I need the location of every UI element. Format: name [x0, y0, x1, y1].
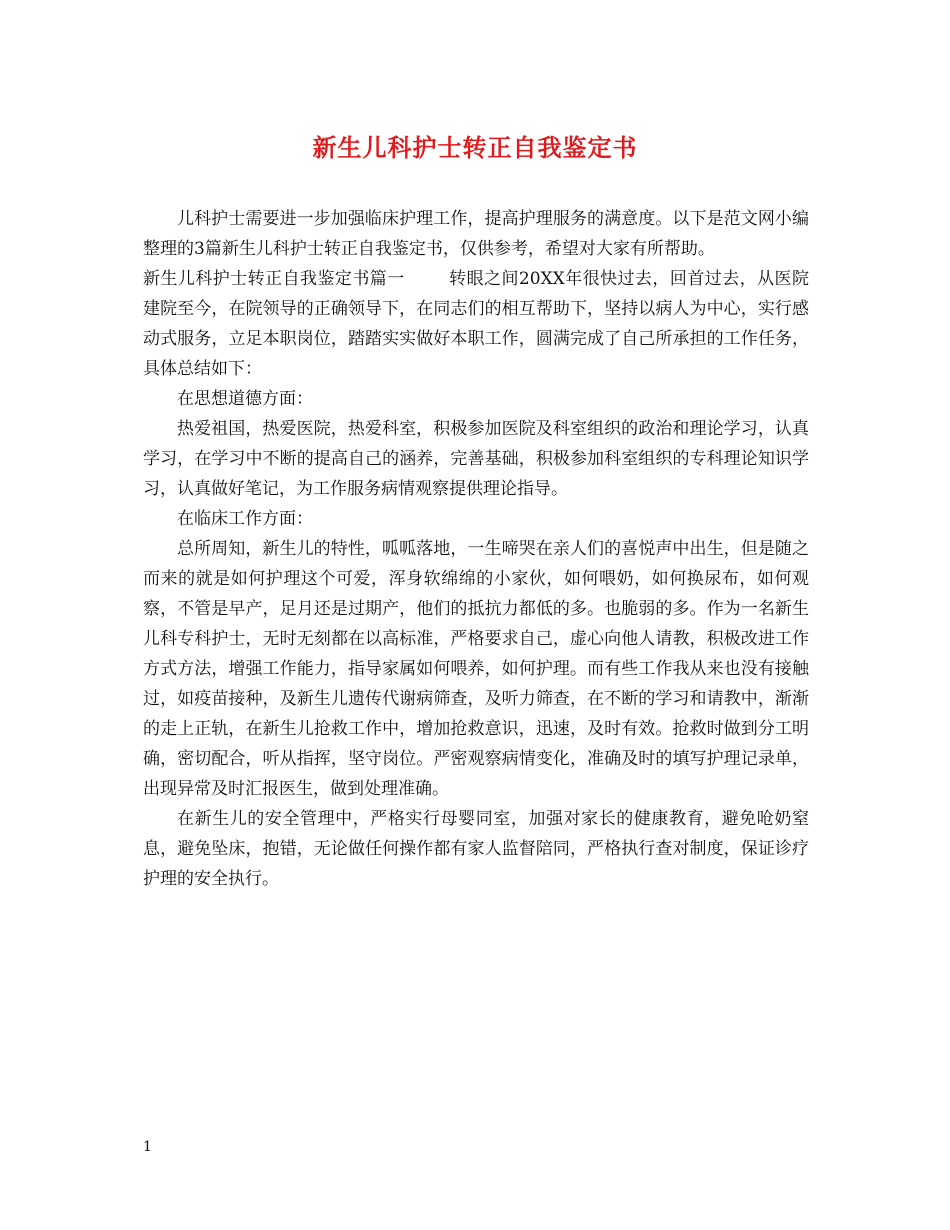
paragraph-safety: 在新生儿的安全管理中，严格实行母婴同室，加强对家长的健康教育，避免呛奶窒息，避免坠床，抱错，无论做任何操作都有家人监督陪同，严格执行查对制度，保证诊疗护理的安全执行。 [143, 809, 809, 889]
heading-ideology: 在思想道德方面： [177, 389, 313, 409]
page-number: 1 [143, 1139, 152, 1155]
document-body [143, 204, 809, 894]
section-heading: 新生儿科护士转正自我鉴定书篇一 [143, 269, 405, 289]
document-title: 新生儿科护士转正自我鉴定书 [312, 133, 638, 162]
section-paragraph [143, 264, 809, 384]
paragraph-ideology: 热爱祖国，热爱医院，热爱科室，积极参加医院及科室组织的政治和理论学习，认真学习，在学习中不断的提高自己的涵养，完善基础，积极参加科室组织的专科理论知识学习，认真做好笔记，为工作服务病情观察提供理论指导。 [143, 419, 809, 499]
paragraph-clinical: 总所周知，新生儿的特性，呱呱落地，一生啼哭在亲人们的喜悦声中出生，但是随之而来的就是如何护理这个可爱，浑身软绵绵的小家伙，如何喂奶，如何换尿布，如何观察，不管是早产，足月还是过期产，他们的抵抗力都低的多。也脆弱的多。作为一名新生儿科专科护士，无时无刻都在以高标准，严格要求自己，虚心向他人请教，积极改进工作方式方法，增强工作能力，指导家属如何喂养，如何护理。而有些工作我从来也没有接触过，如疫苗接种，及新生儿遗传代谢病筛查，及听力筛查，在不断的学习和请教中，渐渐的走上正轨，在新生儿抢救工作中，增加抢救意识，迅速，及时有效。抢救时做到分工明确，密切配合，听从指挥，坚守岗位。严密观察病情变化，准确及时的填写护理记录单，出现异常及时汇报医生，做到处理准确。 [143, 539, 809, 799]
heading-clinical: 在临床工作方面： [177, 509, 313, 529]
section-intro: 转眼之间20XX年很快过去，回首过去，从医院建院至今，在院领导的正确领导下，在同志们的相互帮助下，坚持以病人为中心，实行感动式服务，立足本职岗位，踏踏实实做好本职工作，圆满完成了自己所承担的工作任务，具体总结如下： [143, 269, 809, 379]
intro-paragraph: 儿科护士需要进一步加强临床护理工作，提高护理服务的满意度。以下是范文网小编整理的3篇新生儿科护士转正自我鉴定书，仅供参考，希望对大家有所帮助。 [143, 209, 809, 259]
